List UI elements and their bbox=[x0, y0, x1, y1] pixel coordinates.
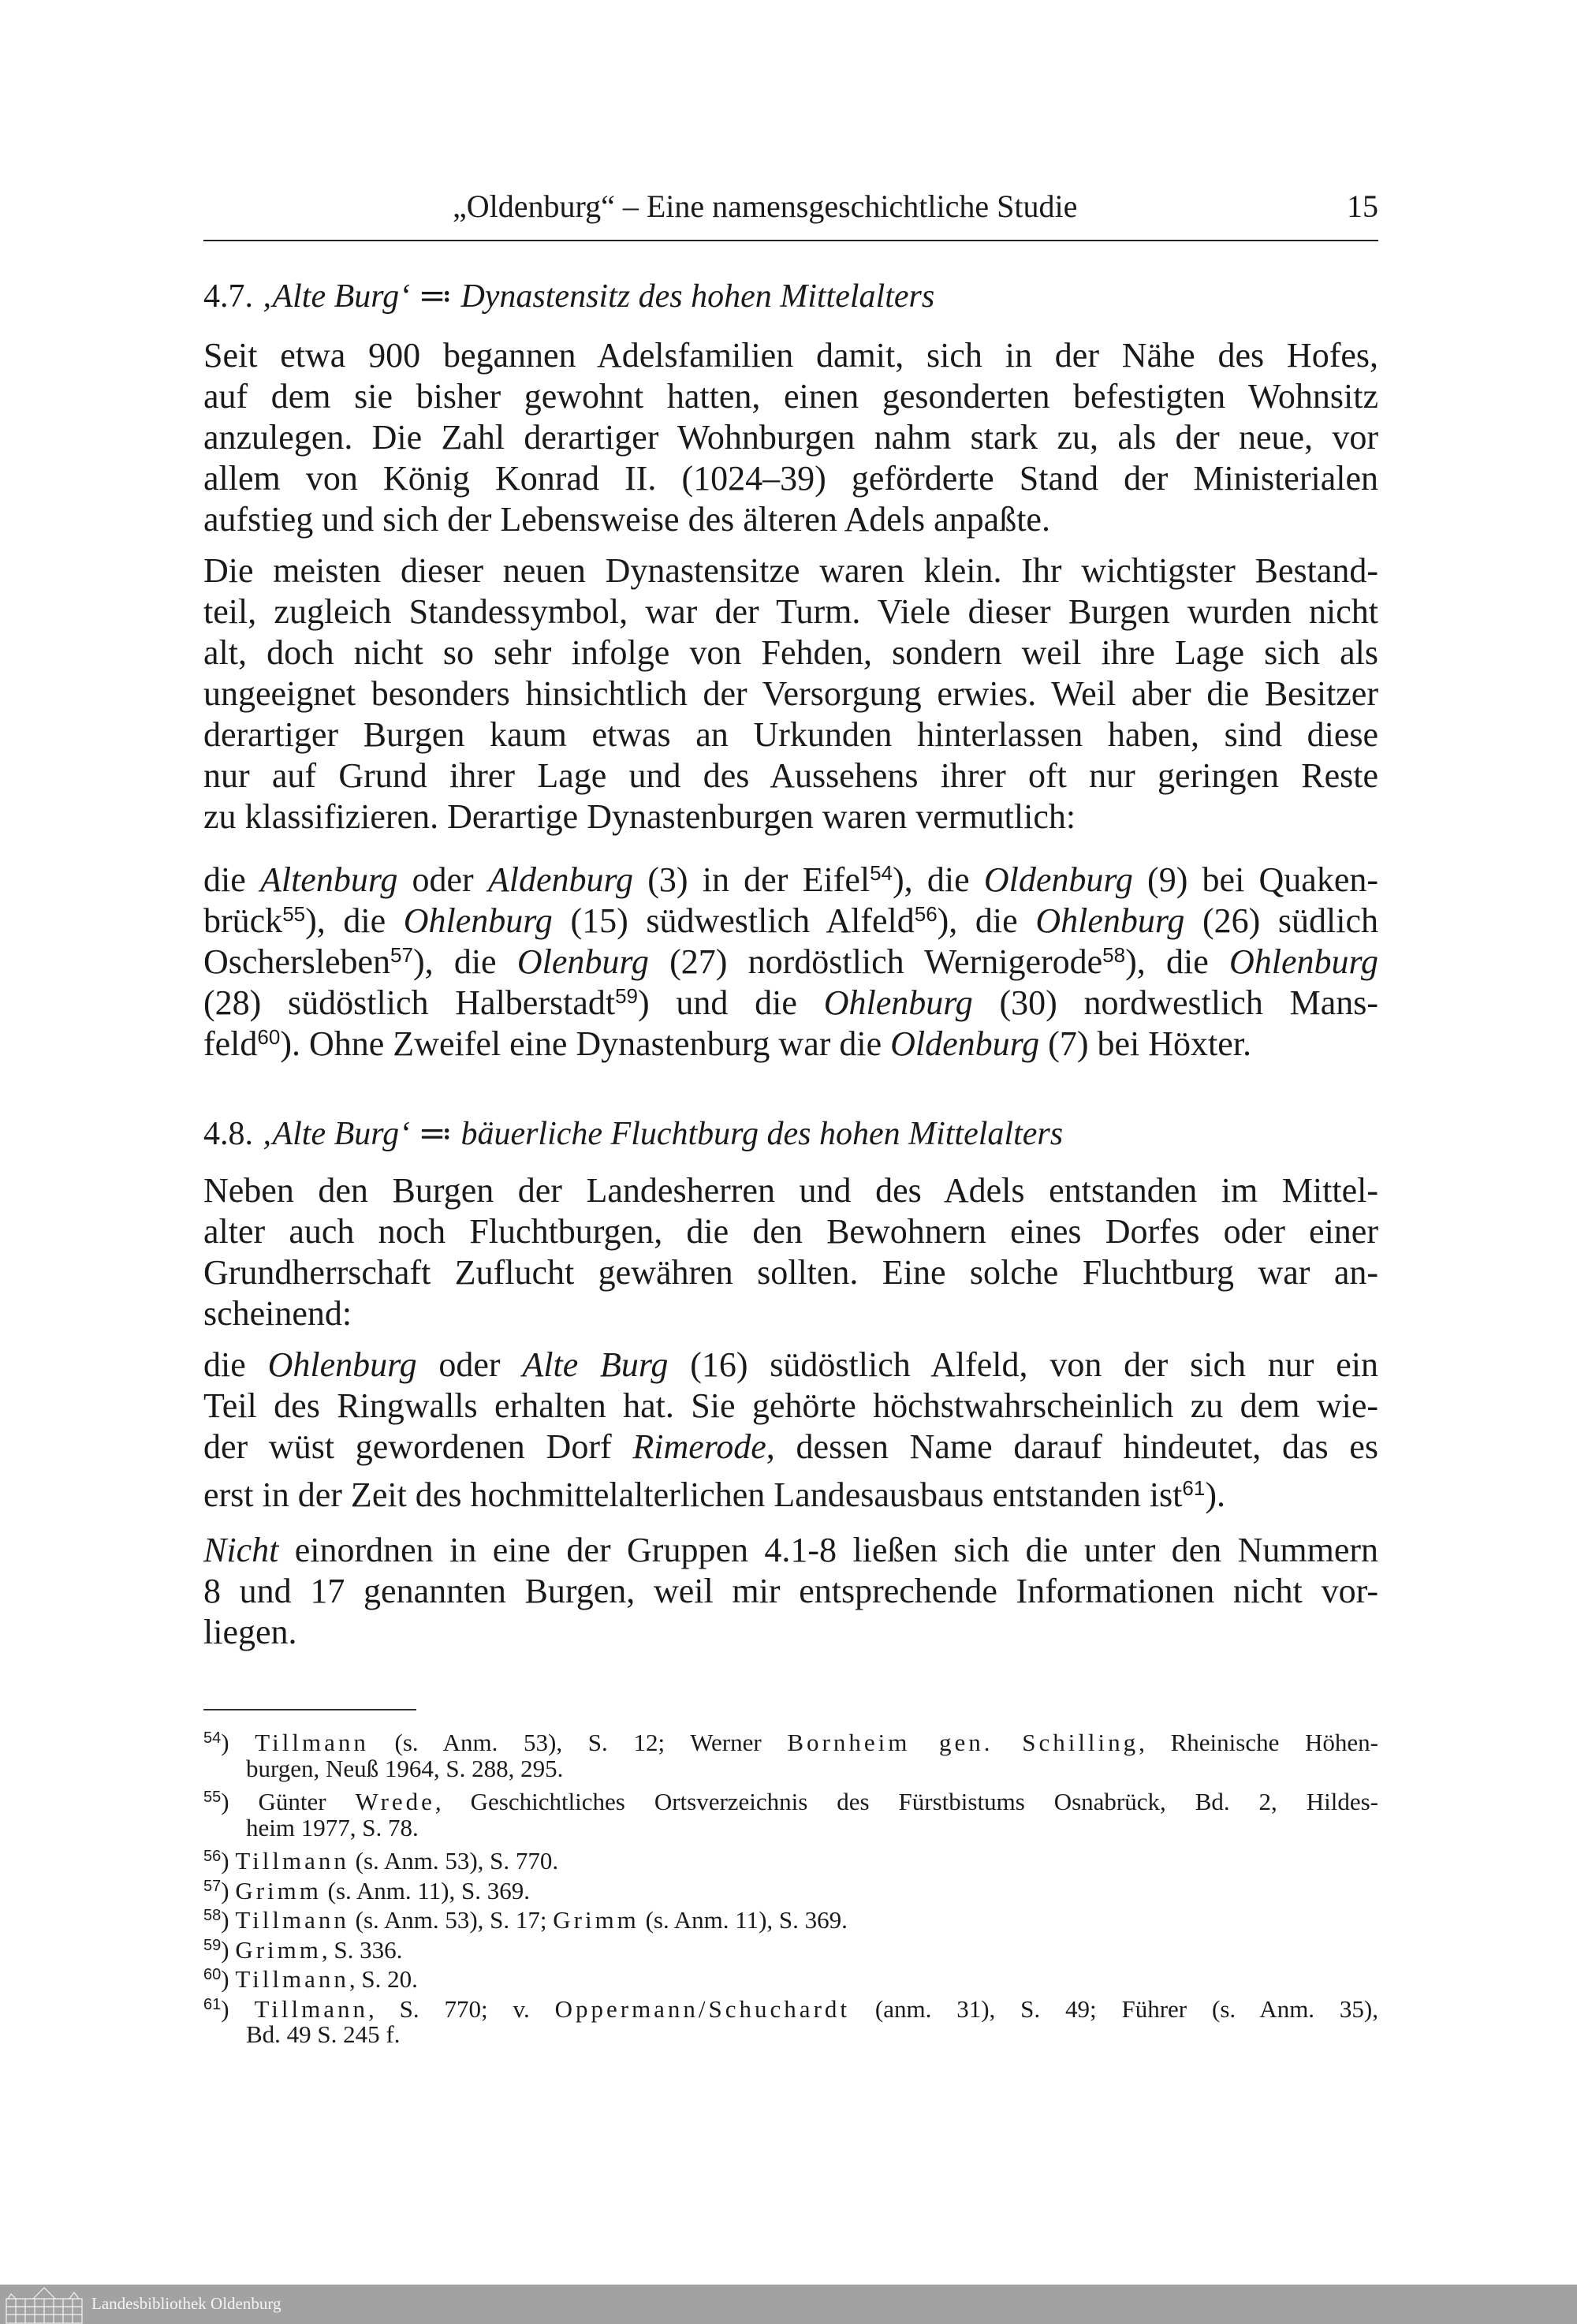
text-run: (26) südlich bbox=[1184, 901, 1379, 940]
text-run: (28) südöstlich Halberstadt bbox=[203, 983, 616, 1022]
text-run: brück bbox=[203, 901, 283, 940]
footnote-line bbox=[203, 1960, 1378, 1993]
text-run: Tillmann bbox=[255, 1729, 369, 1756]
text-run: ) bbox=[221, 1847, 236, 1874]
text-line bbox=[203, 1170, 1378, 1211]
footnote-ref: 58 bbox=[1102, 943, 1126, 967]
text-run: oder bbox=[416, 1345, 523, 1384]
text-line bbox=[203, 714, 1378, 755]
text-run: Ohlenburg bbox=[403, 901, 553, 940]
footnote-line bbox=[203, 1931, 1378, 1964]
library-building-logo bbox=[5, 2286, 84, 2324]
text-run: ) bbox=[221, 1906, 236, 1934]
text-run: (9) bei Quaken- bbox=[1132, 860, 1378, 899]
paragraph bbox=[203, 852, 1379, 1063]
text-run: Altenburg bbox=[259, 860, 398, 899]
footnote-ref: 59 bbox=[203, 1936, 222, 1954]
footnote-line bbox=[203, 1990, 1378, 2023]
footnote-ref: 54 bbox=[870, 861, 893, 885]
text-run: ) bbox=[221, 1935, 236, 1964]
text-run: Bornheim gen. Schilling bbox=[787, 1729, 1139, 1756]
header-rule bbox=[203, 240, 1378, 241]
footnote-line bbox=[203, 2020, 1378, 2050]
text-run: derartiger Burgen kaum etwas an Urkunden hinterlassen haben, sind diese bbox=[203, 715, 1378, 754]
footnote-ref: 56 bbox=[203, 1848, 222, 1865]
text-run: ) und die bbox=[638, 983, 824, 1022]
paragraph bbox=[203, 1170, 1378, 1334]
text-run: (27) nordöstlich Wernigerode bbox=[648, 942, 1103, 981]
text-run: auf dem sie bisher gewohnt hatten, einen gesonderten befestigten Wohnsitz bbox=[203, 377, 1378, 416]
text-run: allem von König Konrad II. (1024–39) geförderte Stand der Ministerialen bbox=[203, 459, 1378, 498]
text-run: Tillmann bbox=[235, 1847, 349, 1874]
text-run: ) bbox=[221, 1729, 255, 1756]
text-run: Oschersleben bbox=[203, 942, 391, 981]
footnote-ref: 57 bbox=[390, 943, 413, 967]
text-line bbox=[203, 1211, 1378, 1252]
text-run: (s. Anm. 11), S. 369. bbox=[321, 1876, 530, 1904]
text-run: (s. Anm. 53), S. 12; Werner bbox=[368, 1729, 788, 1756]
text-line bbox=[203, 1386, 1378, 1427]
text-line bbox=[203, 975, 1379, 1022]
text-line bbox=[203, 417, 1378, 458]
text-run: ), die bbox=[937, 901, 1036, 940]
text-line bbox=[203, 1530, 1378, 1571]
text-run: , Rheinische Höhen- bbox=[1139, 1729, 1378, 1756]
text-run: die bbox=[203, 860, 260, 899]
paragraph bbox=[203, 335, 1378, 540]
text-run: Olenburg bbox=[516, 942, 649, 981]
text-run: Nicht bbox=[203, 1531, 279, 1569]
footnotes bbox=[203, 1724, 1378, 2050]
text-line bbox=[203, 1427, 1378, 1468]
text-run: (30) nordwestlich Mans- bbox=[972, 983, 1379, 1022]
text-line bbox=[203, 934, 1378, 981]
text-run: ) Günter bbox=[221, 1788, 356, 1815]
text-line bbox=[203, 335, 1378, 376]
text-line bbox=[203, 755, 1378, 796]
text-line bbox=[203, 1468, 1378, 1514]
text-run: Tillmann bbox=[235, 1906, 349, 1934]
text-run: ), die bbox=[305, 901, 404, 940]
text-run: (s. Anm. 53), S. 770. bbox=[349, 1847, 559, 1874]
footnote-line bbox=[203, 1783, 1378, 1813]
text-line bbox=[203, 1252, 1378, 1293]
footnote-rule bbox=[203, 1709, 416, 1710]
text-run: Die meisten dieser neuen Dynastensitze waren klein. Ihr wichtigster Bestand- bbox=[203, 551, 1378, 590]
text-line bbox=[203, 591, 1378, 632]
footnote-ref: 55 bbox=[282, 902, 306, 926]
footnote-line bbox=[203, 1901, 1378, 1934]
text-run: 4.7. bbox=[203, 278, 262, 315]
footnote-ref: 54 bbox=[203, 1729, 222, 1747]
text-line bbox=[203, 1114, 1378, 1155]
text-run: alt, doch nicht so sehr infolge von Fehden, sondern weil ihre Lage sich als bbox=[203, 633, 1378, 672]
text-run: teil, zugleich Standessymbol, war der Turm. Viele dieser Burgen wurden nicht bbox=[203, 592, 1378, 631]
text-line bbox=[203, 796, 1378, 837]
text-run: (3) in der Eifel bbox=[633, 860, 871, 899]
library-name: Landesbibliothek Oldenburg bbox=[91, 2294, 281, 2313]
text-run: ‚Alte Burg‘ ≕ bäuerliche Fluchtburg des hohen Mittelalters bbox=[261, 1116, 1064, 1152]
library-footer-bar bbox=[0, 2285, 1577, 2324]
footnote-line bbox=[203, 1813, 1378, 1843]
text-run: oder bbox=[397, 860, 488, 899]
running-header bbox=[203, 188, 1378, 227]
text-run: Ohlenburg bbox=[267, 1345, 417, 1384]
text-run: anzulegen. Die Zahl derartiger Wohnburgen nahm stark zu, als der neue, vor bbox=[203, 418, 1378, 457]
text-run: zu klassifizieren. Derartige Dynastenburgen waren vermutlich: bbox=[203, 797, 1076, 836]
text-run: Neben den Burgen der Landesherren und des Adels entstanden im Mittel- bbox=[203, 1171, 1378, 1210]
text-run: ). bbox=[1205, 1475, 1225, 1514]
text-run: ) bbox=[221, 1876, 236, 1904]
text-line bbox=[203, 276, 1378, 317]
text-run: erst in der Zeit des hochmittelalterlichen Landesausbaus entstanden ist bbox=[203, 1475, 1183, 1514]
text-line bbox=[203, 1345, 1378, 1386]
footnote-ref: 59 bbox=[615, 984, 638, 1008]
text-run: Oldenburg bbox=[983, 860, 1133, 899]
text-run: Ohlenburg bbox=[1228, 942, 1378, 981]
footnote-line bbox=[203, 1872, 1378, 1902]
text-run: , S. 20. bbox=[349, 1965, 418, 1993]
text-run: , S. 336. bbox=[321, 1935, 403, 1964]
text-run: ), die bbox=[893, 860, 984, 899]
text-run: (s. Anm. 53), S. 17; bbox=[349, 1906, 554, 1934]
text-run: ). Ohne Zweifel eine Dynastenburg war die bbox=[280, 1024, 891, 1063]
text-run: aufstieg und sich der Lebensweise des älteren Adels anpaßte. bbox=[203, 500, 1050, 539]
footnote-ref: 56 bbox=[914, 902, 938, 926]
text-run: der wüst gewordenen Dorf bbox=[203, 1427, 633, 1466]
text-line bbox=[203, 376, 1378, 417]
text-run: Aldenburg bbox=[487, 860, 634, 899]
text-run: 4.8. bbox=[203, 1116, 262, 1152]
text-run: (15) südwestlich Alfeld bbox=[552, 901, 915, 940]
paragraph bbox=[203, 1530, 1378, 1653]
text-line bbox=[203, 893, 1379, 940]
text-run: ), die bbox=[412, 942, 517, 981]
text-run: liegen. bbox=[203, 1613, 297, 1651]
paragraph bbox=[203, 550, 1378, 837]
text-run: ) bbox=[221, 1965, 236, 1993]
text-run: (16) südöstlich Alfeld, von der sich nur ein bbox=[668, 1345, 1378, 1384]
text-run: Wrede bbox=[355, 1788, 435, 1815]
text-run: burgen, Neuß 1964, S. 288, 295. bbox=[246, 1754, 564, 1782]
text-run: heim 1977, S. 78. bbox=[246, 1813, 419, 1841]
text-run: Seit etwa 900 begannen Adelsfamilien damit, sich in der Nähe des Hofes, bbox=[203, 336, 1378, 375]
text-line bbox=[203, 1612, 1378, 1653]
text-run: feld bbox=[203, 1024, 258, 1063]
text-run: Bd. 49 S. 245 f. bbox=[246, 2020, 401, 2048]
text-run: Tillmann bbox=[254, 1994, 369, 2023]
section-heading bbox=[203, 276, 1378, 317]
footnote-ref: 61 bbox=[1182, 1476, 1206, 1500]
text-run: Oppermann/Schuchardt bbox=[554, 1994, 851, 2023]
footnote-line bbox=[203, 1754, 1378, 1784]
text-line bbox=[203, 1017, 1378, 1063]
text-run: Grimm bbox=[235, 1876, 322, 1904]
text-run: , Geschichtliches Ortsverzeichnis des Fürstbistums Osnabrück, Bd. 2, Hildes- bbox=[434, 1788, 1379, 1815]
text-run: Teil des Ringwalls erhalten hat. Sie gehörte höchstwahrscheinlich zu dem wie- bbox=[203, 1386, 1378, 1425]
text-run: alter auch noch Fluchtburgen, die den Bewohnern eines Dorfes oder einer bbox=[203, 1212, 1378, 1251]
text-run: 8 und 17 genannten Burgen, weil mir entsprechende Informationen nicht vor- bbox=[203, 1572, 1378, 1610]
text-run: (7) bei Höxter. bbox=[1039, 1024, 1251, 1063]
text-run: Ohlenburg bbox=[823, 983, 973, 1022]
footnote-ref: 58 bbox=[203, 1907, 222, 1924]
text-run: Alte Burg bbox=[522, 1345, 669, 1384]
text-line bbox=[203, 550, 1378, 591]
text-run: Grimm bbox=[235, 1935, 322, 1964]
footnote-ref: 57 bbox=[203, 1877, 222, 1895]
footnote-line bbox=[203, 1842, 1378, 1872]
paragraph bbox=[203, 1345, 1378, 1514]
text-run: , dessen Name darauf hindeutet, das es bbox=[766, 1427, 1378, 1466]
text-run: ) bbox=[221, 1994, 255, 2023]
text-run: Rimerode bbox=[632, 1427, 766, 1466]
footnote-ref: 60 bbox=[203, 1966, 222, 1983]
text-run: Oldenburg bbox=[890, 1024, 1040, 1063]
text-run: die bbox=[203, 1345, 268, 1384]
text-line bbox=[203, 632, 1378, 673]
text-run: Grundherrschaft Zuflucht gewähren sollten. Eine solche Fluchtburg war an- bbox=[203, 1253, 1378, 1292]
text-run: nur auf Grund ihrer Lage und des Aussehens ihrer oft nur geringen Reste bbox=[203, 756, 1378, 795]
text-run: , S. 770; v. bbox=[368, 1994, 555, 2023]
text-line bbox=[203, 673, 1378, 714]
text-run: (s. Anm. 11), S. 369. bbox=[639, 1906, 848, 1934]
text-run: Tillmann bbox=[235, 1965, 349, 1993]
text-run: ungeeignet besonders hinsichtlich der Versorgung erwies. Weil aber die Besitzer bbox=[203, 674, 1378, 713]
running-title: „Oldenburg“ – Eine namensgeschichtliche Studie bbox=[453, 188, 1078, 224]
page-number: 15 bbox=[1347, 188, 1378, 224]
text-run: Ohlenburg bbox=[1035, 901, 1185, 940]
text-run: (anm. 31), S. 49; Führer (s. Anm. 35), bbox=[850, 1994, 1378, 2023]
text-line bbox=[203, 1571, 1378, 1612]
footnote-line bbox=[203, 1724, 1378, 1754]
text-run: Grimm bbox=[553, 1906, 639, 1934]
text-line bbox=[203, 499, 1378, 540]
section-heading bbox=[203, 1114, 1378, 1155]
text-run: ‚Alte Burg‘ ≕ Dynastensitz des hohen Mittelalters bbox=[261, 278, 935, 315]
footnote-ref: 55 bbox=[203, 1789, 222, 1806]
footnote-ref: 60 bbox=[257, 1025, 281, 1049]
text-line bbox=[203, 458, 1378, 499]
text-run: scheinend: bbox=[203, 1294, 352, 1333]
text-run: einordnen in eine der Gruppen 4.1-8 ließen sich die unter den Nummern bbox=[278, 1531, 1378, 1569]
text-run: ), die bbox=[1125, 942, 1229, 981]
footnote-ref: 61 bbox=[203, 1995, 222, 2013]
text-line bbox=[203, 1293, 1378, 1334]
text-line bbox=[203, 852, 1378, 899]
